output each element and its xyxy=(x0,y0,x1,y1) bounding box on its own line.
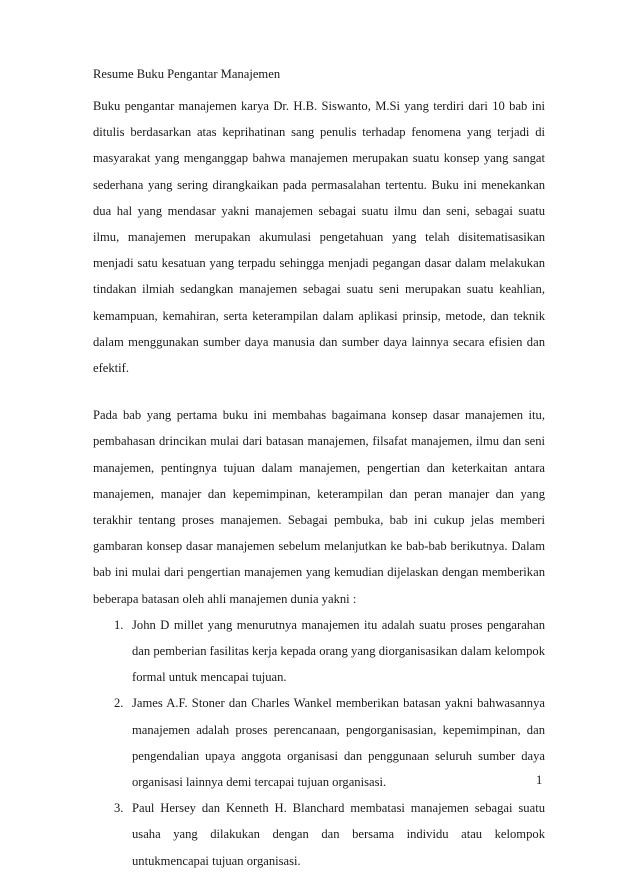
page-number: 1 xyxy=(536,773,543,787)
list-item xyxy=(93,690,545,795)
document-title: Resume Buku Pengantar Manajemen xyxy=(93,67,281,81)
list-item-number: 3. xyxy=(114,801,124,816)
paragraph-chapter-one: Pada bab yang pertama buku ini membahas bagaimana konsep dasar manajemen itu, pembahasan drincikan mulai dari batasan manajemen, filsafat manajemen, ilmu dan seni manajemen, pentingnya tujuan dalam manajemen, pengertian dan keterkaitan antara manajemen, manajer dan kepemimpinan, keterampilan dan peran manajer dan yang terakhir tentang proses manajemen. Sebagai pembuka, bab ini cukup jelas memberi gambaran konsep dasar manajemen sebelum melanjutkan ke bab-bab berikutnya. Dalam bab ini mulai dari pengertian manajemen yang kemudian dijelaskan dengan memberikan beberapa batasan oleh ahli manajemen dunia yakni : xyxy=(93,408,545,606)
list-item-text: Paul Hersey dan Kenneth H. Blanchard membatasi manajemen sebagai suatu usaha yang dilakukan dengan dan bersama individu atau kelompok untukmencapai tujuan organisasi. xyxy=(132,801,545,868)
list-item-text: John D millet yang menurutnya manajemen itu adalah suatu proses pengarahan dan pemberian fasilitas kerja kepada orang yang diorganisasikan dalam kelompok formal untuk mencapai tujuan. xyxy=(132,617,545,685)
page-content xyxy=(93,65,545,874)
list-item-text: James A.F. Stoner dan Charles Wankel memberikan batasan yakni bahwasannya manajemen adalah proses perencanaan, pengorganisasian, kepemimpinan, dan pengendalian upaya anggota organisasi dan penggunaan seluruh sumber daya organisasi lainnya demi tercapai tujuan organisasi. xyxy=(132,696,545,790)
list-item-number: 1. xyxy=(114,617,124,632)
list-item-number: 2. xyxy=(114,696,124,711)
definition-list xyxy=(93,612,545,874)
list-item xyxy=(93,612,545,691)
paragraph-intro: Buku pengantar manajemen karya Dr. H.B. Siswanto, M.Si yang terdiri dari 10 bab ini ditulis berdasarkan atas keprihatinan sang penulis terhadap fenomena yang terjadi di masyarakat yang menganggap bahwa manajemen merupakan suatu konsep yang sangat sederhana yang sering dirangkaikan pada permasalahan tertentu. Buku ini menekankan dua hal yang mendasar yakni manajemen sebagai suatu ilmu dan seni, sebagai suatu ilmu, manajemen merupakan akumulasi pengetahuan yang telah disitematisasikan menjadi satu kesatuan yang terpadu sehingga menjadi pegangan dasar dalam melakukan tindakan ilmiah sedangkan manajemen sebagai suatu seni merupakan suatu keahlian, kemampuan, kemahiran, serta keterampilan dalam aplikasi prinsip, metode, dan teknik dalam menggunakan sumber daya manusia dan sumber daya lainnya secara efisien dan efektif. xyxy=(93,99,545,376)
list-item xyxy=(93,795,545,874)
